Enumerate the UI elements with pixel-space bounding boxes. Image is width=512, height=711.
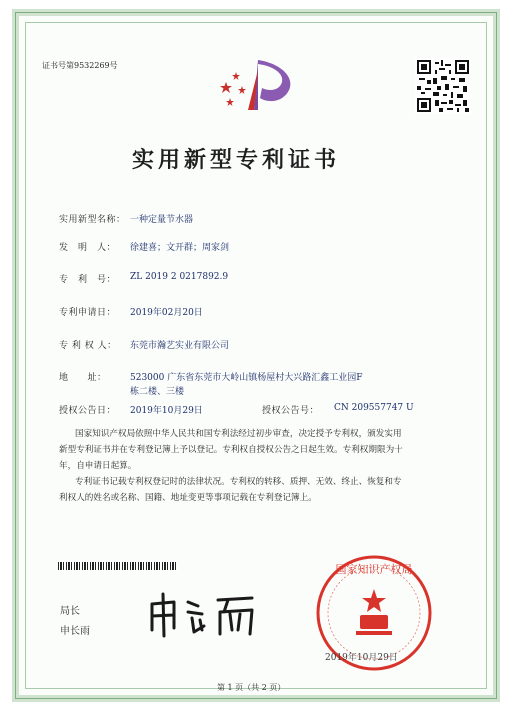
patent-label: 专 利 号： (59, 275, 117, 285)
name-label: 实用新型名称： (59, 215, 126, 225)
handwritten-signature (144, 590, 264, 640)
body-p1-line2: 新型专利证书并在专利登记簿上予以登记。专利权自授权公告之日起生效。专利权期限为十 (59, 445, 403, 455)
document-title: 实用新型专利证书 (132, 147, 341, 173)
grant-date-value: 2019年10月29日 (130, 406, 203, 416)
svg-text:国家知识产权局: 国家知识产权局 (335, 563, 413, 576)
body-p1-line1: 国家知识产权局依照中华人民共和国专利法经过初步审查，决定授予专利权，颁发实用 (75, 429, 402, 439)
address-value-line1: 523000 广东省东莞市大岭山镇杨屋村大兴路汇鑫工业园F (130, 373, 363, 383)
owner-value: 东莞市瀚艺实业有限公司 (130, 341, 230, 351)
grant-no-label: 授权公告号： (262, 406, 320, 416)
inventor-label: 发 明 人： (59, 243, 117, 253)
apply-date-label: 专利申请日： (59, 308, 117, 318)
director-name-label: 申长雨 (60, 626, 90, 637)
grant-date-label: 授权公告日： (59, 406, 117, 416)
body-p2-line2: 利权人的姓名或名称、国籍、地址变更等事项记载在专利登记簿上。 (59, 493, 317, 503)
grant-no-value: CN 209557747 U (334, 403, 414, 413)
barcode (58, 562, 178, 570)
inventor-value: 徐建喜；文开群；周家剑 (130, 243, 230, 253)
body-p2-line1: 专利证书记载专利权登记时的法律状况。专利权的转移、质押、无效、终止、恢复和专 (75, 477, 402, 487)
address-label: 地 址： (59, 373, 107, 383)
apply-date-value: 2019年02月20日 (130, 308, 203, 318)
qr-code (415, 58, 471, 114)
page-number: 第 1 页（共 2 页） (217, 683, 286, 692)
cert-number: 证书号第9532269号 (42, 61, 118, 70)
seal-date: 2019年10月29日 (325, 653, 398, 663)
owner-label: 专 利 权 人： (59, 341, 117, 351)
director-role-label: 局长 (60, 606, 80, 617)
body-p1-line3: 年，自申请日起算。 (59, 461, 137, 471)
address-value-line2: 栋二楼、三楼 (130, 387, 185, 397)
name-value: 一种定量节水器 (130, 215, 194, 225)
patent-value: ZL 2019 2 0217892.9 (130, 272, 229, 282)
patent-office-logo (214, 58, 304, 114)
